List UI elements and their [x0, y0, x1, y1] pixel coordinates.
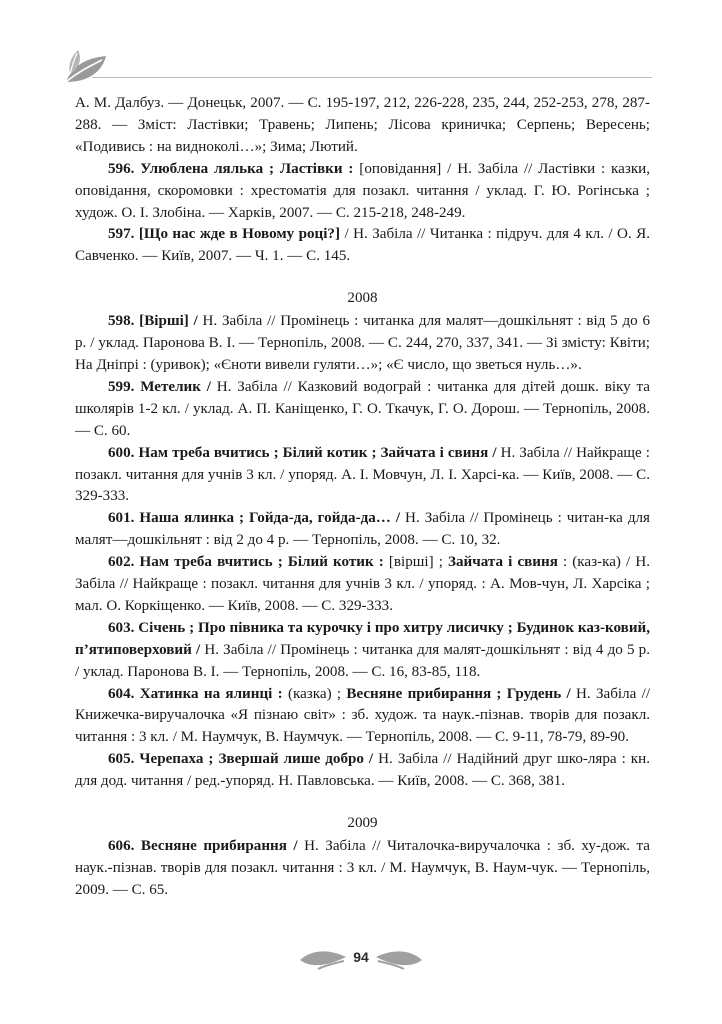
bibliography-entry — [75, 508, 650, 552]
entry-details: Н. Забіла // Книжечка-виручалочка «Я пізнаю світ» : зб. худож. та наук.-пізнав. творів для позакл. читання : 3 кл. / М. Наумчук, В. Наумчук. — Тернопіль, 2008. — С. 9-11, 78-79, 89-90. — [75, 685, 651, 746]
bibliography-entry — [75, 836, 650, 902]
entry-details: Н. Забіла // Промінець : читанка для малят—дошкільнят : від 5 до 6 р. / уклад. Паронова В. І. — Тернопіль, 2008. — С. 244, 270, 337, 341. — Зі змісту: Квіти; На Дніпрі : (уривок); «Єноти вивели гуляти…»; «Є число, що зветься нуль…». — [75, 313, 650, 373]
bibliography-entry — [75, 224, 650, 268]
entry-details: Н. Забіла // Казковий водограй : читанка для дітей дошк. віку та школярів 1-2 кл. / уклад. А. П. Каніщенко, Г. О. Ткачук, Г. О. Дорош. — Тернопіль, 2008. — С. 60. — [75, 378, 650, 439]
entry-title: 604. Хатинка на ялинці : — [108, 685, 283, 702]
bibliography-entry — [75, 684, 650, 750]
bibliography-entry — [75, 749, 650, 793]
leaf-icon — [62, 48, 110, 88]
entry-continuation — [75, 93, 650, 159]
bibliography-entry — [75, 618, 650, 684]
entry-title: 599. Метелик / — [108, 378, 211, 395]
entry-details: Н. Забіла // Промінець : читанка для малят-дошкільнят : від 4 до 5 р. / уклад. Паронова В. І. — Тернопіль, 2008. — С. 16, 83-85, 118. — [75, 641, 650, 680]
entry-details: (казка) ; — [282, 685, 347, 702]
year-heading: 2009 — [347, 815, 378, 832]
entry-details: : (каз-ка) / Н. Забіла // Найкраще : позакл. читання для учнів 3 кл. / упоряд. : А. Мов-чун, Л. Харсіка ; мал. О. Коркіщенко. — Київ, 2008. — С. 329-333. — [75, 554, 650, 614]
entry-details: Н. Забіла // Читалочка-виручалочка : зб. ху-дож. та наук.-пізнав. творів для позакл. читання : 3 кл. / М. Наумчук, В. Наум-чук. — Тернопіль, 2009. — С. 65. — [75, 838, 651, 898]
bibliography-entry — [75, 552, 650, 618]
entry-title: 605. Черепаха ; Звершай лише добро / — [108, 751, 374, 768]
year-heading: 2008 — [347, 290, 378, 307]
entry-title: Зайчата і свиня — [448, 554, 558, 571]
page-number: 94 — [353, 949, 369, 965]
bibliography-list — [75, 93, 650, 902]
entry-details: / Н. Забіла // Читанка : підруч. для 4 кл. / О. Я. Савченко. — Київ, 2007. — Ч. 1. — С. 145. — [75, 226, 651, 265]
bibliography-entry — [75, 311, 650, 377]
header-rule — [92, 77, 652, 78]
entry-title: 603. Січень ; Про півника та курочку і про хитру лисичку ; Будинок каз-ковий, п’ятиповерховий / — [75, 619, 650, 658]
bibliography-entry — [75, 159, 650, 225]
entry-details: Н. Забіла // Надійний друг шко-ляра : кн. для дод. читання / ред.-упоряд. Н. Павловська. — Київ, 2008. — С. 368, 381. — [75, 751, 650, 790]
entry-details: [оповідання] / Н. Забіла // Ластівки : казки, оповідання, скоромовки : хрестоматія для позакл. читання / уклад. Г. Ю. Рогінська ; худож. О. І. Злобіна. — Харків, 2007. — С. 215-218, 248-249. — [75, 160, 650, 221]
entry-details: [вірші] ; — [383, 554, 449, 571]
entry-title: 601. Наша ялинка ; Гойда-да, гойда-да… / — [108, 510, 401, 527]
entry-title: 600. Нам треба вчитись ; Білий котик ; Зайчата і свиня / — [108, 444, 497, 461]
entry-title: 606. Весняне прибирання / — [108, 838, 298, 854]
entry-details: Н. Забіла // Промінець : читан-ка для малят—дошкільнят : від 2 до 4 р. — Тернопіль, 2008. — С. 10, 32. — [75, 510, 650, 549]
entry-details: А. М. Далбуз. — Донецьк, 2007. — С. 195-197, 212, 226-228, 235, 244, 252-253, 278, 287-288. — Зміст: Ластівки; Травень; Липень; Лісова криничка; Серпень; Вересень; «Подивись : на видноколі…»; Зима; Лютий. — [75, 95, 650, 155]
entry-title: Весняне прибирання ; Грудень / — [346, 685, 571, 702]
bibliography-entry — [75, 443, 650, 509]
entry-details: Н. Забіла // Найкраще : позакл. читання для учнів 3 кл. / упоряд. А. І. Мовчун, Л. І. Харсі-ка. — Київ, 2008. — С. 329-333. — [75, 444, 650, 505]
entry-title: 598. [Вірші] / — [108, 313, 198, 330]
entry-title: 596. Улюблена лялька ; Ластівки : — [108, 160, 354, 177]
entry-title: 597. [Що нас жде в Новому році?] — [108, 226, 341, 243]
bibliography-entry — [75, 377, 650, 443]
entry-title: 602. Нам треба вчитись ; Білий котик : — [108, 554, 384, 571]
